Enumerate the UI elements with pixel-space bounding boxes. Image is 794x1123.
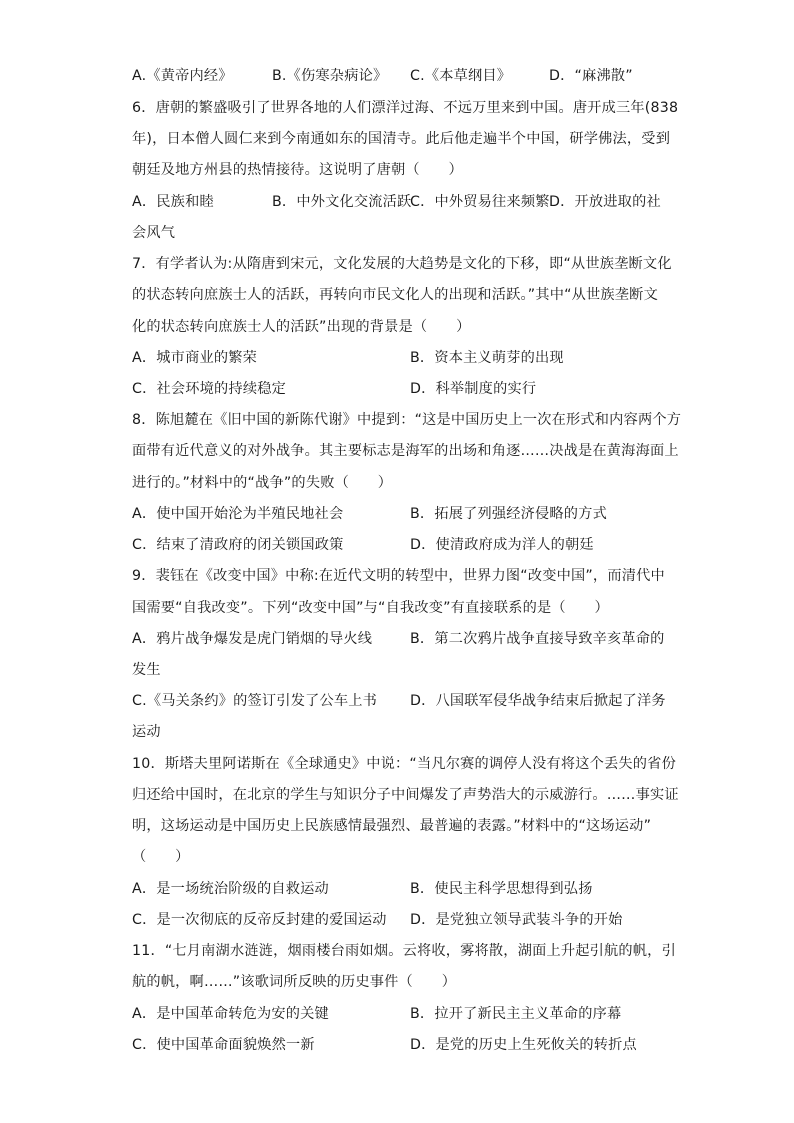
q7-option-c: C．社会环境的持续稳定	[132, 381, 286, 397]
q9-option-a: A．鸦片战争爆发是虎门销烟的导火线	[132, 631, 373, 647]
q10-stem-line-1: 10．斯塔夫里阿诺斯在《全球通史》中说：“当凡尔赛的调停人没有将这个丢失的省份	[132, 756, 676, 772]
q5-option-d: D．“麻沸散”	[549, 68, 633, 84]
q5-option-c: C.《本草纲目》	[410, 68, 512, 84]
q6-option-c: C．中外贸易往来频繁	[410, 194, 550, 210]
q8-stem-line-1: 8．陈旭麓在《旧中国的新陈代谢》中提到：“这是中国历史上一次在形式和内容两个方	[132, 412, 682, 428]
q9-option-b-continued: 发生	[132, 662, 161, 678]
q7-option-a: A．城市商业的繁荣	[132, 350, 258, 366]
q7-stem-line-1: 7．有学者认为:从隋唐到宋元，文化发展的大趋势是文化的下移，即“从世族垄断文化	[132, 256, 672, 272]
q6-stem-line-3: 朝廷及地方州县的热情接待。这说明了唐朝（ ）	[132, 162, 463, 178]
q7-option-b: B．资本主义萌芽的出现	[410, 350, 564, 366]
q10-option-c: C．是一次彻底的反帝反封建的爱国运动	[132, 912, 387, 928]
q6-option-b: B．中外文化交流活跃	[272, 194, 412, 210]
q8-option-d: D．使清政府成为洋人的朝廷	[410, 537, 594, 553]
q6-stem-line-2: 年)，日本僧人圆仁来到今南通如东的国清寺。此后他走遍半个中国，研学佛法，受到	[132, 131, 671, 147]
q9-option-d: D．八国联军侵华战争结束后掀起了洋务	[410, 693, 666, 709]
q6-option-a: A．民族和睦	[132, 194, 214, 210]
q11-stem-line-1: 11．“七月南湖水涟涟，烟雨楼台雨如烟。云将收，雾将散，湖面上升起引航的帆，引	[132, 943, 676, 959]
q6-option-d: D．开放进取的社	[549, 194, 661, 210]
q11-option-d: D．是党的历史上生死攸关的转折点	[410, 1037, 637, 1053]
q7-stem-line-3: 化的状态转向庶族士人的活跃”出现的背景是（ ）	[132, 319, 471, 335]
q10-stem-line-4: （ ）	[132, 849, 190, 865]
q9-option-d-continued: 运动	[132, 724, 161, 740]
q5-option-a: A.《黄帝内经》	[132, 68, 233, 84]
q11-option-c: C．使中国革命面貌焕然一新	[132, 1037, 315, 1053]
q11-stem-line-2: 航的帆，啊……”该歌词所反映的历史事件（ ）	[132, 974, 457, 990]
q11-option-b: B．拉开了新民主主义革命的序幕	[410, 1006, 622, 1022]
q9-option-c: C.《马关条约》的签订引发了公车上书	[132, 693, 378, 709]
q5-option-b: B.《伤寒杂病论》	[272, 68, 388, 84]
q6-option-d-continued: 会风气	[132, 225, 176, 241]
q10-stem-line-3: 明，这场运动是中国历史上民族感情最强烈、最普遍的表露。”材料中的“这场运动”	[132, 818, 652, 834]
q7-option-d: D．科举制度的实行	[410, 381, 537, 397]
q9-stem-line-2: 国需要“自我改变”。下列“改变中国”与“自我改变”有直接联系的是（ ）	[132, 600, 609, 616]
q11-option-a: A．是中国革命转危为安的关键	[132, 1006, 329, 1022]
q9-stem-line-1: 9．裴钰在《改变中国》中称:在近代文明的转型中，世界力图“改变中国”，而清代中	[132, 568, 665, 584]
q8-stem-line-3: 进行的。”材料中的“战争”的失败（ ）	[132, 475, 393, 491]
q6-stem-line-1: 6．唐朝的繁盛吸引了世界各地的人们漂洋过海、不远万里来到中国。唐开成三年(838	[132, 100, 679, 116]
q10-option-a: A．是一场统治阶级的自救运动	[132, 881, 329, 897]
q10-option-b: B．使民主科学思想得到弘扬	[410, 881, 593, 897]
q9-option-b: B．第二次鸦片战争直接导致辛亥革命的	[410, 631, 665, 647]
q10-option-d: D．是党独立领导武装斗争的开始	[410, 912, 623, 928]
q7-stem-line-2: 的状态转向庶族士人的活跃，再转向市民文化人的出现和活跃。”其中“从世族垄断文	[132, 287, 658, 303]
q8-stem-line-2: 面带有近代意义的对外战争。其主要标志是海军的出场和角逐……决战是在黄海海面上	[132, 443, 679, 459]
q10-stem-line-2: 归还给中国时，在北京的学生与知识分子中间爆发了声势浩大的示威游行。……事实证	[132, 787, 679, 803]
q8-option-b: B．拓展了列强经济侵略的方式	[410, 506, 607, 522]
q8-option-a: A．使中国开始沦为半殖民地社会	[132, 506, 344, 522]
q8-option-c: C．结束了清政府的闭关锁国政策	[132, 537, 344, 553]
